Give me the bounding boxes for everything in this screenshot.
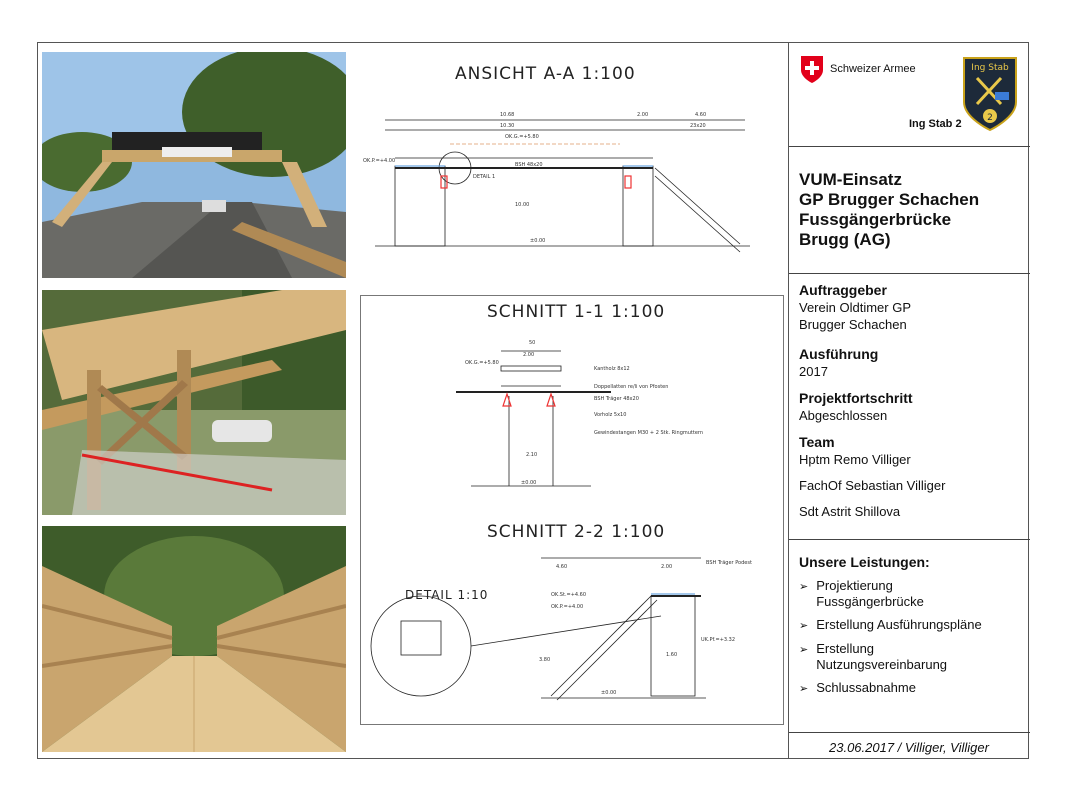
dim-10-30: 10.30: [500, 123, 515, 129]
team-member: Sdt Astrit Shillova: [799, 504, 901, 519]
leistung-item: [799, 578, 982, 610]
arrow-bullet-icon: ➢: [799, 581, 809, 593]
badge-bottom-text: 2: [987, 113, 993, 123]
ok-g-label: OK.G.=+5.80: [505, 134, 539, 140]
arrow-bullet-icon: ➢: [799, 644, 809, 656]
project-title-line: Fussgängerbrücke: [799, 210, 952, 229]
project-title-line: VUM-Einsatz: [799, 170, 902, 189]
armee-logo: [799, 54, 916, 84]
drawing-ansicht-a-a: [355, 58, 760, 283]
dim-2-10: 2.10: [526, 452, 538, 458]
unit-name: Ing Stab 2: [909, 118, 962, 130]
dim-2-00-s22: 2.00: [661, 564, 673, 570]
gewinde-note: Gewindestangen M30 + 2 Stk. Ringmuttern: [594, 430, 704, 436]
section-ausfuehrung: [799, 346, 878, 380]
auftraggeber-line: Verein Oldtimer GP: [799, 300, 911, 315]
leistungen-list: [799, 578, 982, 704]
doppellatten-note: Doppellatten re/li von Pfosten: [594, 384, 669, 390]
badge-top-text: Ing Stab: [971, 63, 1009, 73]
leistung-text: Erstellung: [816, 641, 875, 656]
leistung-text: Projektierung: [816, 578, 893, 593]
dim-4-60-s22: 4.60: [556, 564, 568, 570]
footer-date-authors: 23.06.2017 / Villiger, Villiger: [829, 740, 989, 755]
divider-title: [789, 273, 1030, 274]
swiss-cross-icon: [799, 54, 825, 84]
project-title-line: GP Brugger Schachen: [799, 190, 980, 209]
dim-2-00: 2.00: [637, 112, 649, 118]
ansicht-title: ANSICHT A-A 1:100: [455, 64, 636, 84]
project-title: [799, 170, 979, 250]
ausfuehrung-value: 2017: [799, 364, 828, 379]
schnitt-1-1-title: SCHNITT 1-1 1:100: [487, 302, 666, 322]
detail-title: DETAIL 1:10: [405, 588, 489, 602]
arrow-bullet-icon: ➢: [799, 683, 809, 695]
bsh-podest-note: BSH Träger Podest: [706, 560, 752, 566]
zero-level-s22: ±0.00: [601, 690, 617, 696]
dim-1-60: 1.60: [666, 652, 678, 658]
vorholz-note: Vorholz 5x10: [594, 412, 627, 418]
dim-10-00: 10.00: [515, 202, 530, 208]
drawing-schnitt-sections: [360, 295, 784, 725]
section-auftraggeber: [799, 282, 911, 333]
info-panel: [788, 42, 1029, 759]
ok-p-s22: OK.P.=+4.00: [551, 604, 584, 610]
auftraggeber-heading: Auftraggeber: [799, 282, 887, 298]
photo-bridge-structure: [42, 290, 346, 515]
team-heading: Team: [799, 434, 835, 450]
divider-top: [789, 146, 1030, 147]
ing-stab-badge-icon: [961, 54, 1019, 132]
bsh-traeger-note: BSH Träger 48x20: [594, 396, 639, 402]
project-title-line: Brugg (AG): [799, 230, 891, 249]
arrow-bullet-icon: ➢: [799, 620, 809, 632]
leistung-item: [799, 617, 982, 634]
leistung-text: Erstellung Ausführungspläne: [816, 617, 982, 632]
team-member: Hptm Remo Villiger: [799, 452, 911, 467]
dim-2-00-s11: 2.00: [523, 352, 535, 358]
dim-50: 50: [529, 340, 536, 346]
leistungen-heading: Unsere Leistungen:: [799, 554, 930, 570]
ok-p-label: OK.P.=+4.00: [363, 158, 396, 164]
dim-4-60: 4.60: [695, 112, 707, 118]
leistung-item: [799, 680, 982, 697]
uk-pf-label: UK.Pf.=+3.32: [701, 637, 736, 643]
divider-footer: [789, 732, 1030, 733]
detail-1-label: DETAIL 1: [473, 174, 496, 180]
ok-st-label: OK.St.=+4.60: [551, 592, 587, 598]
fortschritt-value: Abgeschlossen: [799, 408, 888, 423]
ausfuehrung-heading: Ausführung: [799, 346, 879, 362]
team-member: FachOf Sebastian Villiger: [799, 478, 946, 493]
photo-bridge-overview: [42, 52, 346, 278]
auftraggeber-line: Brugger Schachen: [799, 317, 907, 332]
dim-23x20: 23x20: [690, 123, 706, 129]
leistung-item: [799, 641, 982, 673]
bsh-label: BSH 48x20: [515, 162, 543, 168]
section-team: [799, 434, 945, 520]
ok-g-s11: OK.G.=+5.80: [465, 360, 499, 366]
zero-level-s11: ±0.00: [521, 480, 537, 486]
dim-3-80: 3.80: [539, 657, 551, 663]
section-fortschritt: [799, 390, 913, 424]
photo-bridge-deck: [42, 526, 346, 752]
kantholz-note: Kantholz 8x12: [594, 366, 630, 372]
leistung-text: Fussgängerbrücke: [816, 594, 924, 609]
zero-level-label: ±0.00: [530, 238, 546, 244]
dim-10-68: 10.68: [500, 112, 515, 118]
schnitt-2-2-title: SCHNITT 2-2 1:100: [487, 522, 666, 542]
leistung-text: Schlussabnahme: [816, 680, 916, 695]
fortschritt-heading: Projektfortschritt: [799, 390, 913, 406]
org-name: Schweizer Armee: [830, 63, 916, 75]
leistung-text: Nutzungsvereinbarung: [816, 657, 948, 672]
divider-team: [789, 539, 1030, 540]
